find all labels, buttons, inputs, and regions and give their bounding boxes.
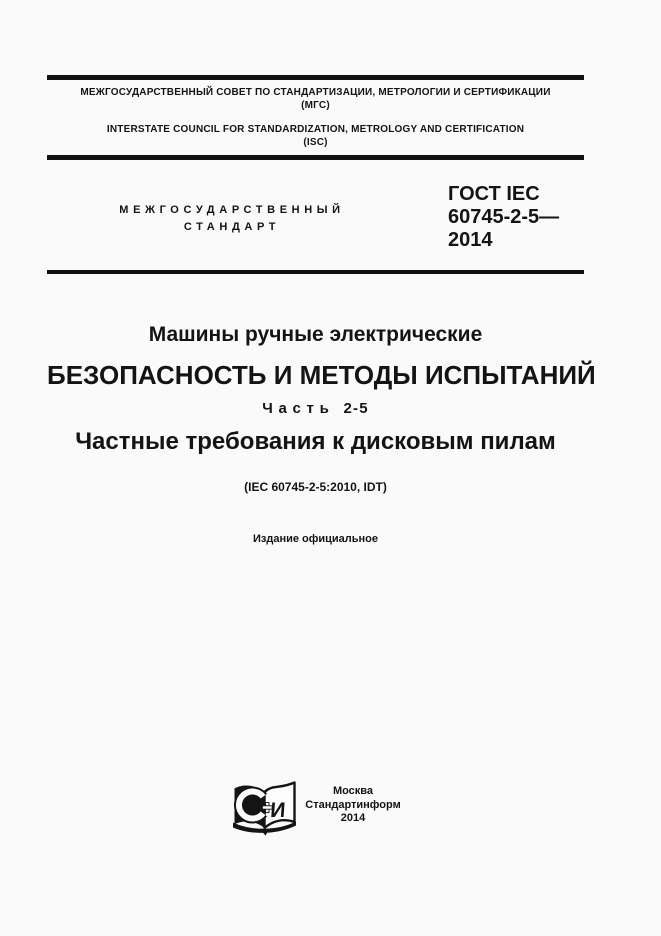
title-main: БЕЗОПАСНОСТЬ И МЕТОДЫ ИСПЫТАНИЙ — [47, 360, 596, 390]
standard-designation — [448, 183, 559, 252]
imprint-city: Москва — [332, 785, 374, 797]
imprint-publisher: Стандартинформ — [305, 798, 401, 811]
designation-line2: 60745-2-5— — [448, 206, 560, 228]
imprint-year: 2014 — [340, 812, 366, 824]
standard-type-line2: СТАНДАРТ — [183, 221, 281, 233]
horizontal-rule-lower — [47, 270, 584, 274]
horizontal-rule-middle — [47, 155, 584, 160]
title-part-line — [47, 400, 584, 417]
imprint-block — [278, 785, 428, 826]
council-header-en — [47, 123, 584, 149]
svg-text:И: И — [269, 799, 287, 822]
designation-line3: 2014 — [448, 229, 493, 251]
edition-note: Издание официальное — [252, 533, 379, 545]
council-header-ru — [47, 86, 584, 112]
standard-type-label — [47, 202, 417, 236]
part-number: 2-5 — [343, 400, 369, 417]
iec-reference: (IEC 60745-2-5:2010, IDT) — [244, 480, 387, 494]
standard-type-line1: МЕЖГОСУДАРСТВЕННЫЙ — [119, 204, 345, 216]
horizontal-rule-top — [47, 75, 584, 80]
council-abbr-en: (ISC) — [303, 137, 328, 148]
designation-line1: ГОСТ IEC — [448, 183, 540, 205]
part-label: Часть — [262, 400, 335, 417]
council-abbr-ru: (МГС) — [301, 100, 330, 111]
council-name-ru: МЕЖГОСУДАРСТВЕННЫЙ СОВЕТ ПО СТАНДАРТИЗАЦИИ, МЕТРОЛОГИИ И СЕРТИФИКАЦИИ — [80, 87, 551, 98]
title-group-name: Машины ручные электрические — [148, 323, 483, 346]
title-subtitle: Частные требования к дисковым пилам — [75, 428, 556, 455]
council-name-en: INTERSTATE COUNCIL FOR STANDARDIZATION, METROLOGY AND CERTIFICATION — [106, 124, 525, 135]
